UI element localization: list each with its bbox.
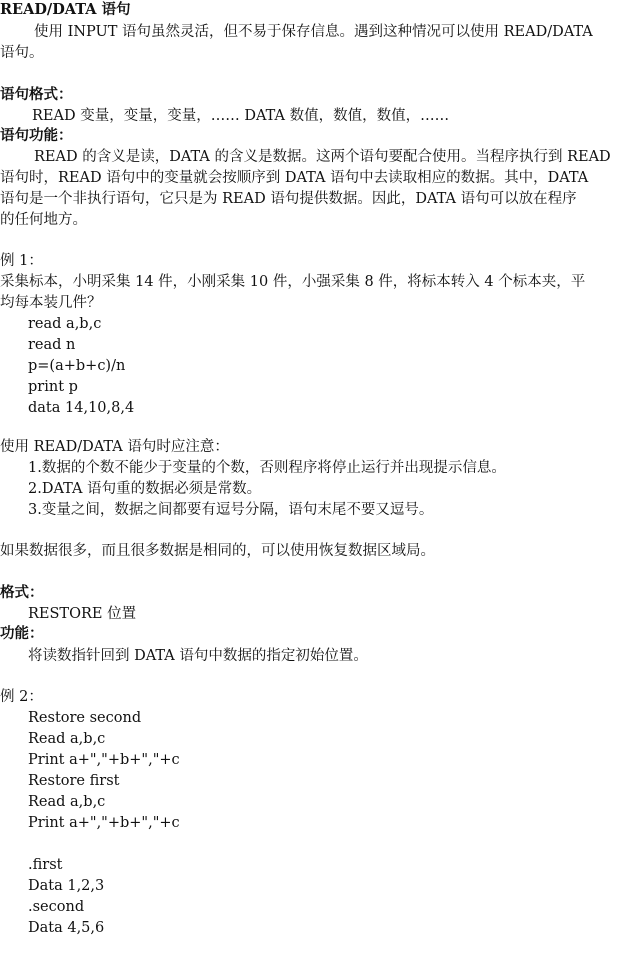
format-heading: 语句格式： xyxy=(0,86,73,103)
code-line: Print a+","+b+","+c xyxy=(28,815,180,831)
code-line: p=(a+b+c)/n xyxy=(28,358,126,374)
function-line-2: 语句时，READ 语句中的变量就会按顺序到 DATA 语句中去读取相应的数据。其中，DATA xyxy=(0,170,589,186)
restore-intro: 如果数据很多，而且很多数据是相同的，可以使用恢复数据区域局。 xyxy=(0,543,435,559)
example-1-problem-line-1: 采集标本，小明采集 14 件，小刚采集 10 件，小强采集 8 件，将标本转入 4 个标本夹，平 xyxy=(0,274,586,290)
read-data-syntax: READ 变量，变量，变量，…… DATA 数值，数值，数值，…… xyxy=(32,108,450,124)
code-line: Restore second xyxy=(28,710,142,726)
format-2-heading: 格式： xyxy=(0,584,44,601)
example-1-label: 例 1： xyxy=(0,253,43,269)
function-line-4: 的任何地方。 xyxy=(0,212,87,228)
function-line-1: READ 的含义是读，DATA 的含义是数据。这两个语句要配合使用。当程序执行到 READ xyxy=(34,149,611,165)
code-line: .second xyxy=(28,899,85,915)
function-2-heading: 功能： xyxy=(0,625,44,642)
code-line: read n xyxy=(28,337,76,353)
code-line: .first xyxy=(28,857,63,873)
code-line: print p xyxy=(28,379,78,395)
function-2-text: 将读数指针回到 DATA 语句中数据的指定初始位置。 xyxy=(28,648,368,664)
function-heading: 语句功能： xyxy=(0,127,73,144)
restore-syntax: RESTORE 位置 xyxy=(28,606,137,622)
code-line: Read a,b,c xyxy=(28,731,106,747)
intro-line-2: 语句。 xyxy=(0,45,44,61)
code-line: Print a+","+b+","+c xyxy=(28,752,180,768)
page-title: READ/DATA 语句 xyxy=(0,1,131,18)
function-line-3: 语句是一个非执行语句，它只是为 READ 语句提供数据。因此，DATA 语句可以放在程序 xyxy=(0,191,577,207)
code-line: data 14,10,8,4 xyxy=(28,400,135,416)
note-item: 1.数据的个数不能少于变量的个数，否则程序将停止运行并出现提示信息。 xyxy=(28,460,506,476)
intro-line-1: 使用 INPUT 语句虽然灵活，但不易于保存信息。遇到这种情况可以使用 READ/DATA xyxy=(34,24,593,40)
code-line: read a,b,c xyxy=(28,316,102,332)
example-2-label: 例 2： xyxy=(0,689,43,705)
note-item: 3.变量之间，数据之间都要有逗号分隔，语句末尾不要又逗号。 xyxy=(28,502,434,518)
notes-heading: 使用 READ/DATA 语句时应注意： xyxy=(0,439,229,455)
code-line: Restore first xyxy=(28,773,120,789)
code-line: Read a,b,c xyxy=(28,794,106,810)
code-line: Data 1,2,3 xyxy=(28,878,105,894)
note-item: 2.DATA 语句重的数据必须是常数。 xyxy=(28,481,262,497)
example-1-problem-line-2: 均每本装几件？ xyxy=(0,295,102,311)
code-line: Data 4,5,6 xyxy=(28,920,105,936)
